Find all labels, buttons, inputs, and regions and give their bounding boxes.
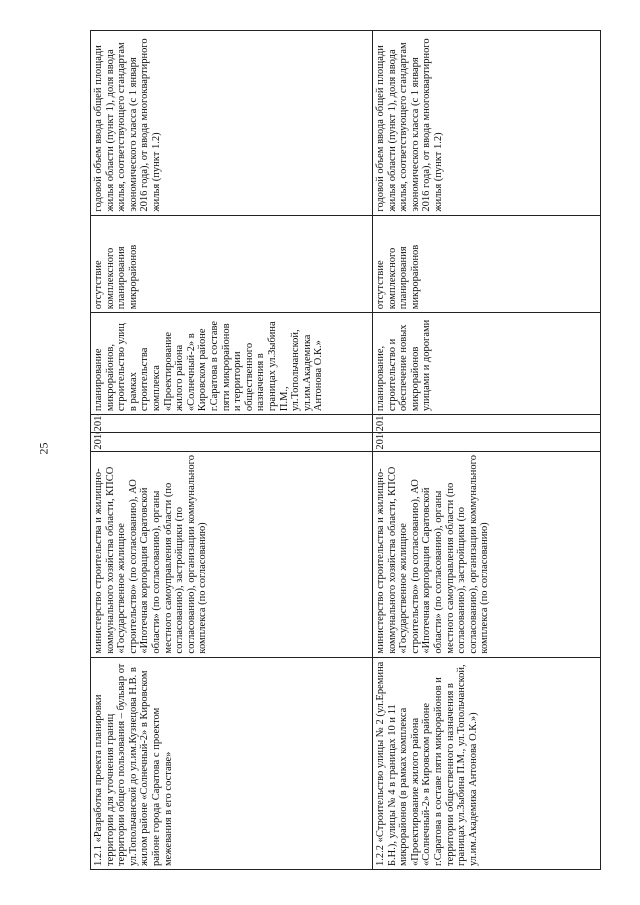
indicator-cell: годовой объем ввода общей площади жилья области (пункт 1), доля ввода жилья, соответствующего стандартам экономического класса (с 1 января 2016 года), от ввода многоквартирного жилья (пункт 1.2) — [373, 31, 601, 216]
page-number: 25 — [36, 442, 51, 455]
year-end-cell: 2016 — [91, 415, 373, 433]
program-table — [90, 30, 600, 870]
problem-cell: отсутствие комплексного планирования микрорайонов — [373, 215, 601, 313]
measure-name-cell: 1.2.2 «Строительство улицы № 2 (ул.Еремина Б.Н.), улицы № 4 в границах 10 и 11 микрорайонов (в рамках комплекса «Проектирование жилого района «Солнечный-2» в Кировском районе г.Саратова в составе пяти микрорайонов и территории общественного назначения в границах ул.Зыбина П.М., ул.Топольчанской, ул.им.Академика Антонова О.К.») — [373, 657, 601, 869]
executors-cell: министерство строительства и жилищно-коммунального хозяйства области, КПСО «Государственное жилищное строительство» (по согласованию), АО «Ипотечная корпорация Саратовской области» (по согласованию), органы местного самоуправления области (по согласованию), застройщики (по согласованию), организации коммунального комплекса (по согласованию) — [373, 451, 601, 657]
expected-result-cell: планирование микрорайонов, строительство улиц в рамках строительства комплекса «Проектирование жилого района «Солнечный-2» в Кировском районе г.Саратова в составе пяти микрорайонов и территории общественного назначения в границах ул.Зыбина П.М., ул.Топольчанской, ул.им.Академика Антонова О.К.» — [91, 313, 373, 415]
measure-name-cell: 1.2.1 «Разработка проекта планировки территории для уточнения границ территории общего пользования – бульвар от ул.Топольчанской до ул.им.Кузнецова Н.В. в жилом районе «Солнечный-2» в Кировском районе города Саратова с проектом межевания в его составе» — [91, 657, 373, 869]
table-row — [373, 31, 601, 870]
problem-cell: отсутствие комплексного планирования микрорайонов — [91, 215, 373, 313]
expected-result-cell: планирование, строительство и обеспечение новых микрорайонов улицами и дорогами — [373, 313, 601, 415]
year-start-cell: 2016 — [373, 433, 601, 451]
table-row — [91, 31, 373, 870]
executors-cell: министерство строительства и жилищно-коммунального хозяйства области, КПСО «Государственное жилищное строительство» (по согласованию), АО «Ипотечная корпорация Саратовской области» (по согласованию), органы местного самоуправления области (по согласованию), застройщики (по согласованию), организации коммунального комплекса (по согласованию) — [91, 451, 373, 657]
year-end-cell: 2016 — [373, 415, 601, 433]
indicator-cell: годовой объем ввода общей площади жилья области (пункт 1), доля ввода жилья, соответствующего стандартам экономического класса (с 1 января 2016 года), от ввода многоквартирного жилья (пункт 1.2) — [91, 31, 373, 216]
year-start-cell: 2016 — [91, 433, 373, 451]
